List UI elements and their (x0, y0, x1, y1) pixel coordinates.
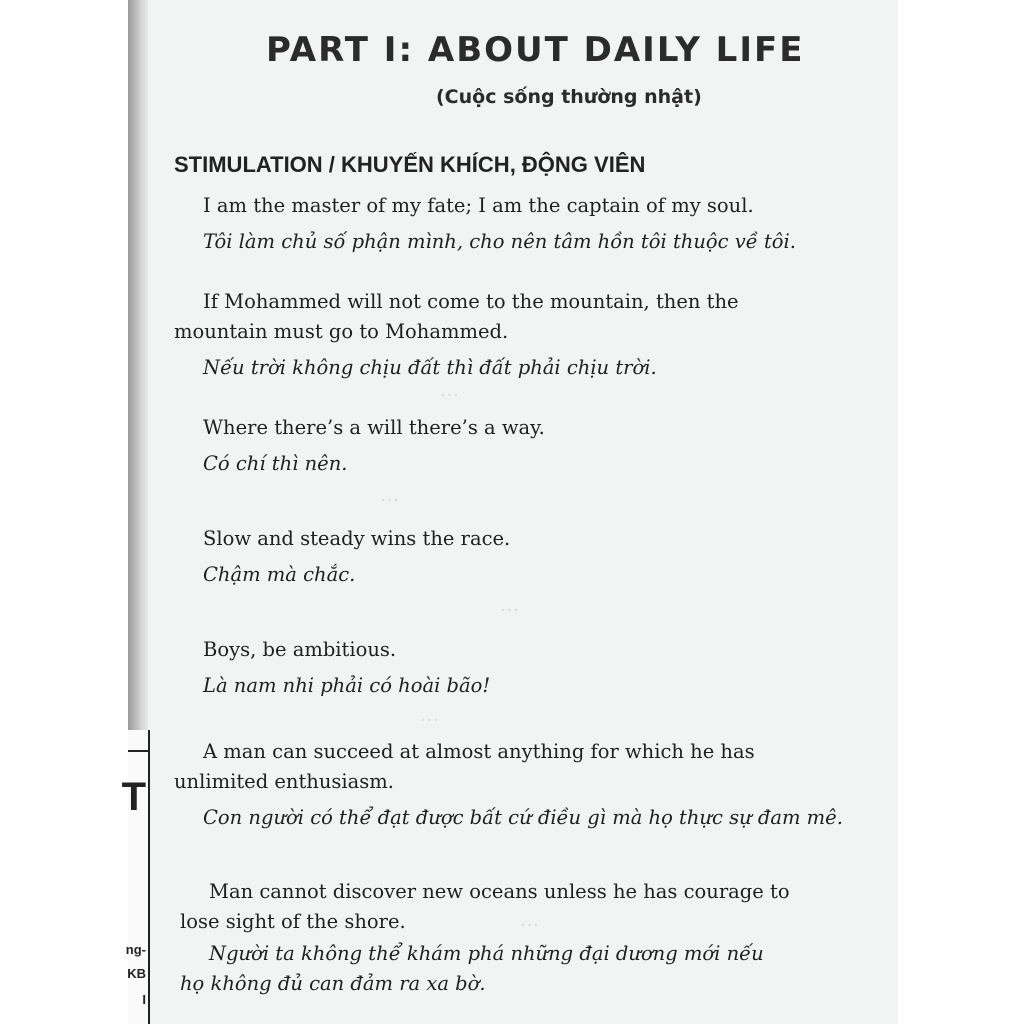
page-subtitle: (Cuộc sống thường nhật) (436, 86, 702, 108)
proverb-vietnamese: Tôi làm chủ số phận mình, cho nên tâm hồn tôi thuộc về tôi. (203, 230, 796, 253)
edge-letter: I (142, 992, 146, 1007)
proverb-english: lose sight of the shore. (180, 910, 406, 933)
show-through-text: … (420, 705, 439, 726)
proverb-english: Boys, be ambitious. (203, 638, 397, 661)
proverb-english: I am the master of my fate; I am the captain of my soul. (203, 194, 754, 217)
adjacent-page-edge (121, 730, 150, 1024)
proverb-english: unlimited enthusiasm. (174, 770, 394, 793)
proverb-english: A man can succeed at almost anything for which he has (203, 740, 755, 763)
show-through-text: … (380, 485, 399, 506)
proverb-vietnamese: Chậm mà chắc. (203, 563, 356, 586)
edge-letter: KB (127, 966, 146, 981)
proverb-vietnamese: Nếu trời không chịu đất thì đất phải chịu trời. (203, 356, 657, 379)
proverb-english: Slow and steady wins the race. (203, 527, 511, 550)
proverb-vietnamese: họ không đủ can đảm ra xa bờ. (180, 972, 486, 995)
edge-letter: ng- (125, 942, 146, 957)
proverb-english: mountain must go to Mohammed. (174, 320, 509, 343)
edge-letter: T (121, 775, 146, 819)
page-title: PART I: ABOUT DAILY LIFE (266, 30, 805, 70)
proverb-english: Where there’s a will there’s a way. (203, 416, 545, 439)
proverb-english: Man cannot discover new oceans unless he has courage to (209, 880, 790, 903)
section-heading: STIMULATION / KHUYẾN KHÍCH, ĐỘNG VIÊN (174, 152, 646, 177)
proverb-english: If Mohammed will not come to the mountain, then the (203, 290, 739, 313)
proverb-vietnamese: Có chí thì nên. (203, 452, 348, 475)
show-through-text: … (500, 595, 519, 616)
proverb-vietnamese: Người ta không thể khám phá những đại dương mới nếu (209, 942, 764, 965)
edge-rule (128, 750, 148, 752)
proverb-vietnamese: Là nam nhi phải có hoài bão! (203, 674, 491, 697)
show-through-text: … (440, 380, 459, 401)
proverb-vietnamese: Con người có thể đạt được bất cứ điều gì mà họ thực sự đam mê. (203, 806, 843, 829)
show-through-text: … (520, 910, 539, 931)
